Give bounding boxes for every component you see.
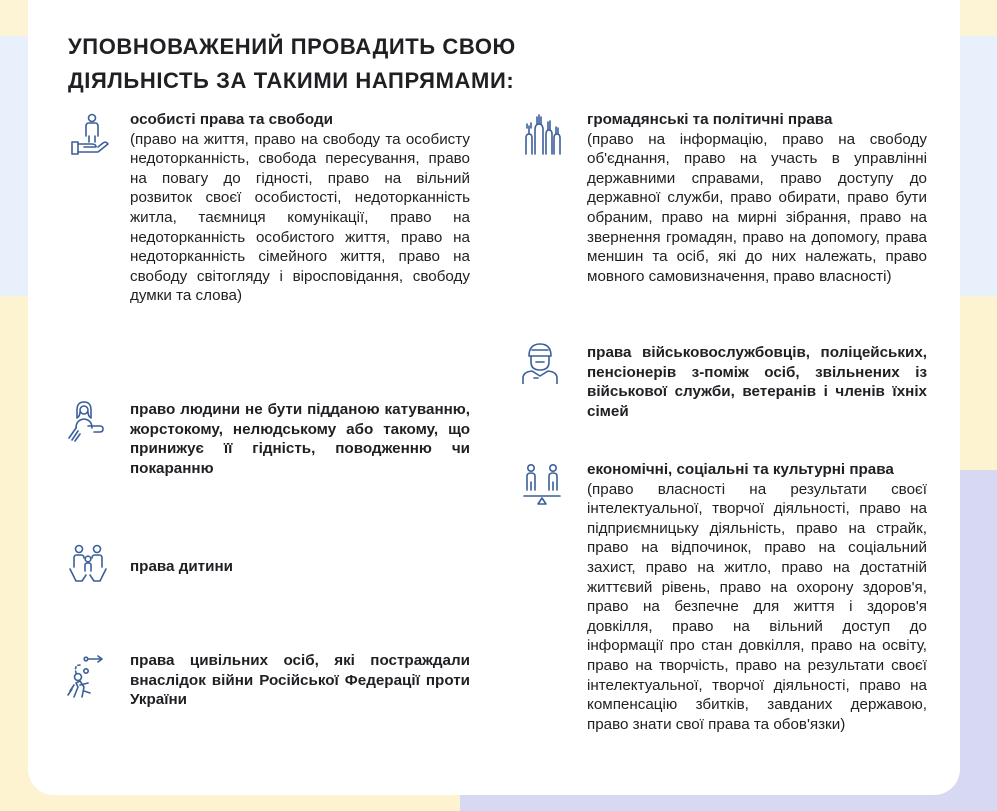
person-hand-icon [70,112,110,156]
rights-description: (право на життя, право на свободу та особисту недоторканність, свобода пересування, право на повагу до гідності, право на вільний розвиток своєї особистості, недоторканність житла, таємниця комунікації, право на недоторканність особистого життя, право на недоторканність сімейного життя, право на свободу світогляду і віросповідання, свободу думки та слова) [130,130,470,305]
rights-heading: громадянські та політичні права [587,111,833,128]
raised-hands-icon [522,112,562,156]
page-title: УПОВНОВАЖЕНИЙ ПРОВАДИТЬ СВОЮ ДІЯЛЬНІСТЬ ЗА ТАКИМИ НАПРЯМАМИ: [68,34,516,93]
family-hands-icon [68,543,108,587]
rights-heading: права військовослужбовців, поліцейських, пенсіонерів з-поміж осіб, звільнених із військової служби, ветеранів і членів їхніх сімей [587,344,927,420]
rights-heading: економічні, соціальні та культурні права [587,461,894,478]
rights-heading: право людини не бути підданою катуванню, жорстокому, нелюдському або такому, що принижує її гідність, поводженню чи покаранню [130,401,470,477]
rights-heading: особисті права та свободи [130,111,333,128]
displaced-person-icon [64,655,104,699]
rights-heading: права цивільних осіб, які постраждали внаслідок війни Російської Федерації проти України [130,652,470,709]
rights-heading: права дитини [130,558,233,575]
soldier-icon [520,340,560,384]
woman-protect-icon [66,398,106,442]
balance-people-icon [522,462,562,506]
rights-description: (право власності на результати своєї інтелектуальної, творчої діяльності, право на підприємницьку діяльність, право на страйк, право на відпочинок, право на соціальний захист, право на житло, право на достатній життєвий рівень, право на охорону здоров'я, право на безпечне для життя і здоров'я довкілля, право на вільний доступ до інформації про стан довкілля, право на освіту, право на творчість, право на результати своєї інтелектуальної, творчої діяльності, право на компенсацію збитків, завданих державою, право знати свої права та обов'язки) [587,480,927,733]
rights-description: (право на інформацію, право на свободу об'єднання, право на участь в управлінні державними справами, право доступу до державної служби, право обирати, право бути обраним, право на мирні зібрання, право на звернення громадян, право на допомогу, права меншин та осіб, які до них належать, право мовного самовизначення, право власності) [587,130,927,285]
